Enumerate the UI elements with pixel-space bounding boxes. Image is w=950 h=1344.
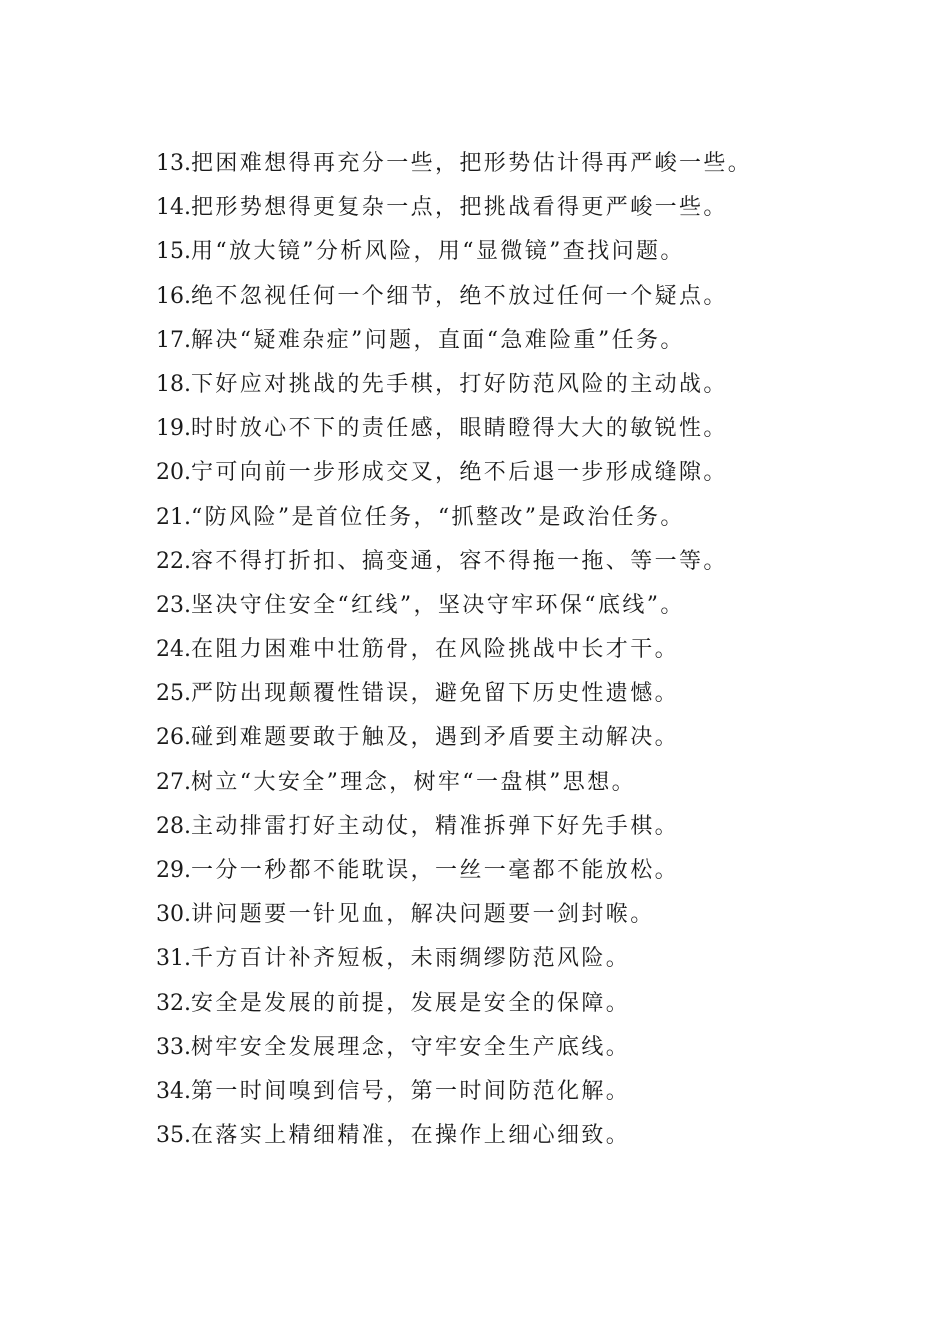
item-number: 30. bbox=[156, 902, 191, 928]
item-text: 把形势想得更复杂一点，把挑战看得更严峻一些。 bbox=[191, 195, 728, 221]
item-number: 20. bbox=[156, 460, 191, 486]
numbered-list bbox=[156, 142, 752, 1158]
item-text: 第一时间嗅到信号，第一时间防范化解。 bbox=[191, 1078, 631, 1104]
item-number: 31. bbox=[156, 946, 191, 972]
list-item bbox=[156, 142, 752, 186]
item-number: 17. bbox=[156, 327, 191, 353]
item-number: 24. bbox=[156, 637, 191, 663]
item-number: 27. bbox=[156, 769, 191, 795]
item-text: 下好应对挑战的先手棋，打好防范风险的主动战。 bbox=[191, 371, 728, 397]
item-text: 把困难想得再充分一些，把形势估计得再严峻一些。 bbox=[191, 151, 753, 176]
item-number: 32. bbox=[156, 990, 191, 1016]
item-text: 绝不忽视任何一个细节，绝不放过任何一个疑点。 bbox=[191, 283, 728, 309]
list-item bbox=[156, 186, 752, 230]
item-number: 14. bbox=[156, 195, 191, 221]
list-item bbox=[156, 628, 752, 672]
item-text: 安全是发展的前提，发展是安全的保障。 bbox=[191, 990, 631, 1016]
item-number: 16. bbox=[156, 283, 191, 309]
item-text: “防风险”是首位任务，“抓整改”是政治任务。 bbox=[191, 504, 685, 530]
item-text: 坚决守住安全“红线”，坚决守牢环保“底线”。 bbox=[191, 592, 685, 618]
list-item bbox=[156, 893, 752, 937]
item-text: 容不得打折扣、搞变通，容不得拖一拖、等一等。 bbox=[191, 548, 728, 574]
item-text: 一分一秒都不能耽误，一丝一毫都不能放松。 bbox=[191, 858, 680, 883]
item-number: 29. bbox=[156, 858, 191, 883]
item-number: 34. bbox=[156, 1078, 191, 1104]
list-item bbox=[156, 1114, 752, 1158]
item-number: 26. bbox=[156, 725, 191, 751]
item-text: 主动排雷打好主动仗，精准拆弹下好先手棋。 bbox=[191, 813, 680, 839]
item-text: 解决“疑难杂症”问题，直面“急难险重”任务。 bbox=[191, 327, 685, 353]
list-item bbox=[156, 496, 752, 540]
item-number: 23. bbox=[156, 592, 191, 618]
item-text: 千方百计补齐短板，未雨绸缪防范风险。 bbox=[191, 946, 631, 972]
item-text: 讲问题要一针见血，解决问题要一剑封喉。 bbox=[191, 902, 655, 928]
list-item bbox=[156, 937, 752, 981]
item-number: 25. bbox=[156, 681, 191, 707]
item-number: 35. bbox=[156, 1123, 191, 1149]
item-number: 21. bbox=[156, 504, 191, 530]
list-item bbox=[156, 761, 752, 805]
list-item bbox=[156, 275, 752, 319]
list-item bbox=[156, 230, 752, 274]
list-item bbox=[156, 540, 752, 584]
list-item bbox=[156, 849, 752, 893]
item-text: 严防出现颠覆性错误，避免留下历史性遗憾。 bbox=[191, 681, 680, 707]
item-text: 树牢安全发展理念，守牢安全生产底线。 bbox=[191, 1034, 631, 1060]
list-item bbox=[156, 584, 752, 628]
item-text: 时时放心不下的责任感，眼睛瞪得大大的敏锐性。 bbox=[191, 416, 728, 442]
item-number: 28. bbox=[156, 813, 191, 839]
item-text: 用“放大镜”分析风险，用“显微镜”查找问题。 bbox=[191, 239, 685, 265]
list-item bbox=[156, 805, 752, 849]
list-item bbox=[156, 672, 752, 716]
list-item bbox=[156, 1026, 752, 1070]
list-item bbox=[156, 1070, 752, 1114]
list-item bbox=[156, 451, 752, 495]
item-text: 在阻力困难中壮筋骨，在风险挑战中长才干。 bbox=[191, 637, 680, 663]
item-number: 18. bbox=[156, 371, 191, 397]
item-number: 15. bbox=[156, 239, 191, 265]
item-text: 宁可向前一步形成交叉，绝不后退一步形成缝隙。 bbox=[191, 460, 728, 486]
item-number: 19. bbox=[156, 416, 191, 442]
item-text: 在落实上精细精准，在操作上细心细致。 bbox=[191, 1123, 631, 1149]
item-text: 树立“大安全”理念，树牢“一盘棋”思想。 bbox=[191, 769, 636, 795]
item-number: 22. bbox=[156, 548, 191, 574]
list-item bbox=[156, 716, 752, 760]
item-number: 13. bbox=[156, 151, 191, 176]
list-item bbox=[156, 982, 752, 1026]
item-number: 33. bbox=[156, 1034, 191, 1060]
list-item bbox=[156, 319, 752, 363]
list-item bbox=[156, 407, 752, 451]
list-item bbox=[156, 363, 752, 407]
item-text: 碰到难题要敢于触及，遇到矛盾要主动解决。 bbox=[191, 725, 680, 751]
